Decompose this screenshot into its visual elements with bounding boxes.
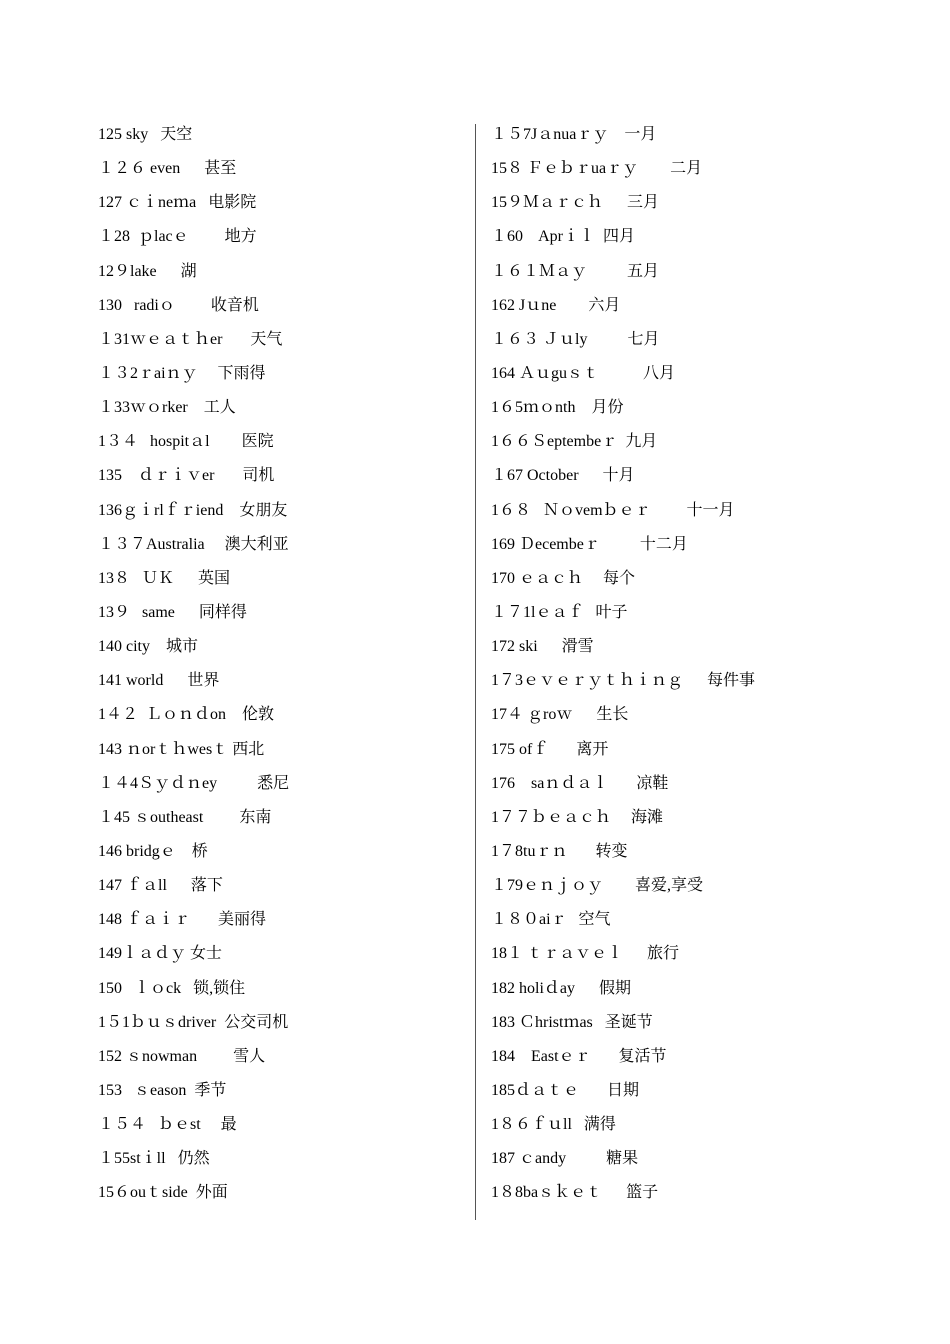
vocab-entry: 183 Ｃhristｍas 圣诞节 (491, 1013, 653, 1031)
vocab-entry: 1６5ｍｏnth 月份 (491, 399, 624, 417)
left-vocab-column (98, 118, 468, 1211)
vocab-entry: 150 ｌｏck 锁,锁住 (98, 979, 246, 997)
vocab-entry: １60 Aprｉｌ 四月 (491, 228, 636, 246)
vocab-entry: 15６ouｔside 外面 (98, 1184, 228, 1202)
vocab-entry: 184 Eastｅｒ 复活节 (491, 1047, 667, 1065)
vocab-entry: 17４ ｇroｗ 生长 (491, 706, 629, 724)
vocab-entry: 1８６ｆｕll 满得 (491, 1116, 616, 1134)
vocab-entry: 164 Ａｕguｓｔ 八月 (491, 364, 676, 382)
vocab-entry: 1４２ Ｌｏｎｄon 伦敦 (98, 706, 275, 724)
vocab-entry: 162 Jｕne 六月 (491, 296, 621, 314)
column-divider (475, 124, 476, 1220)
right-vocab-column (491, 118, 871, 1211)
vocab-entry: 130 radiｏ 收音机 (98, 296, 259, 314)
vocab-entry: 175 ofｆ 离开 (491, 740, 609, 758)
vocab-entry: １３2ｒaiｎｙ 下雨得 (98, 364, 266, 382)
vocab-entry: １31ｗｅａｔｈer 天气 (98, 330, 283, 348)
vocab-entry: 13９ same 同样得 (98, 603, 247, 621)
vocab-entry: 147 ｆａll 落下 (98, 877, 223, 895)
vocab-entry: 15９Ｍａｒｃｈ 三月 (491, 194, 660, 212)
vocab-entry: １33ｗｏrker 工人 (98, 399, 236, 417)
vocab-entry: 12９lake 湖 (98, 262, 197, 280)
vocab-entry: 1５1ｂｕｓdriver 公交司机 (98, 1013, 289, 1031)
vocab-entry: 1３４ hospitａl 医院 (98, 433, 274, 451)
vocab-entry: １67 October 十月 (491, 467, 635, 485)
vocab-entry: 172 ski 滑雪 (491, 638, 594, 656)
vocab-entry: １４4Ｓｙｄｎey 悉尼 (98, 774, 290, 792)
vocab-entry: １３７Australia 澳大利亚 (98, 535, 289, 553)
vocab-entry: 15８ Ｆｅｂｒuaｒｙ 二月 (491, 160, 703, 178)
vocab-entry: 135 ｄｒｉｖer 司机 (98, 467, 275, 485)
vocab-entry: 127 ｃｉneｍa 电影院 (98, 194, 257, 212)
vocab-entry: 176 saｎｄａｌ 凉鞋 (491, 774, 669, 792)
vocab-entry: 187 ｃandy 糖果 (491, 1150, 639, 1168)
vocab-entry: １６３ Ｊｕly 七月 (491, 330, 660, 348)
vocab-entry: １８０aiｒ 空气 (491, 911, 611, 929)
vocab-entry: １５４ ｂｅst 最 (98, 1116, 237, 1134)
vocab-entry: 148 ｆａｉｒ 美丽得 (98, 911, 267, 929)
vocab-entry: 146 bridgｅ 桥 (98, 842, 208, 860)
vocab-entry: 140 city 城市 (98, 638, 198, 656)
vocab-entry: 13８ ＵＫ 英国 (98, 569, 231, 587)
vocab-entry: 169 Ｄecembeｒ 十二月 (491, 535, 688, 553)
vocab-entry: 153 ｓeason 季节 (98, 1081, 227, 1099)
vocab-entry: 1７8tuｒｎ 转变 (491, 842, 628, 860)
vocab-entry: 152 ｓnowman 雪人 (98, 1047, 266, 1065)
vocab-entry: 185ｄａｔｅ 日期 (491, 1081, 640, 1099)
vocab-entry: 141 world 世界 (98, 672, 220, 690)
vocab-entry: 1６８ Ｎｏvemｂｅｒ 十一月 (491, 501, 735, 519)
vocab-entry: １28 ｐlacｅ 地方 (98, 228, 257, 246)
vocab-entry: 1６６Ｓeptembeｒ 九月 (491, 433, 658, 451)
vocab-entry: １２６ even 甚至 (98, 160, 237, 178)
vocab-entry: 1７3ｅｖｅｒｙｔｈｉｎｇ 每件事 (491, 672, 756, 690)
vocab-entry: １６１Ｍａｙ 五月 (491, 262, 660, 280)
vocab-entry: １79ｅｎｊｏｙ 喜爱,享受 (491, 877, 704, 895)
vocab-entry: １７1lｅａｆ 叶子 (491, 603, 628, 621)
vocab-entry: 125 sky 天空 (98, 126, 193, 143)
vocab-entry: 170 ｅａｃｈ 每个 (491, 569, 636, 587)
vocab-entry: 182 holiｄay 假期 (491, 979, 631, 997)
vocab-entry: 18１ ｔｒａｖｅｌ 旅行 (491, 945, 680, 963)
vocab-entry: １55stｉll 仍然 (98, 1150, 210, 1168)
vocab-entry: １45 ｓoutheast 东南 (98, 808, 272, 826)
vocab-entry: 1７７ｂｅａｃｈ 海滩 (491, 808, 664, 826)
vocab-entry: 149ｌａｄｙ 女士 (98, 945, 223, 963)
vocab-entry: 136ｇｉrlｆｒiend 女朋友 (98, 501, 288, 519)
vocab-entry: 1８8baｓｋｅｔ 篮子 (491, 1184, 659, 1202)
vocab-entry: １５7Jａnuaｒｙ 一月 (491, 126, 657, 143)
vocab-entry: 143 ｎorｔｈwesｔ 西北 (98, 740, 265, 758)
